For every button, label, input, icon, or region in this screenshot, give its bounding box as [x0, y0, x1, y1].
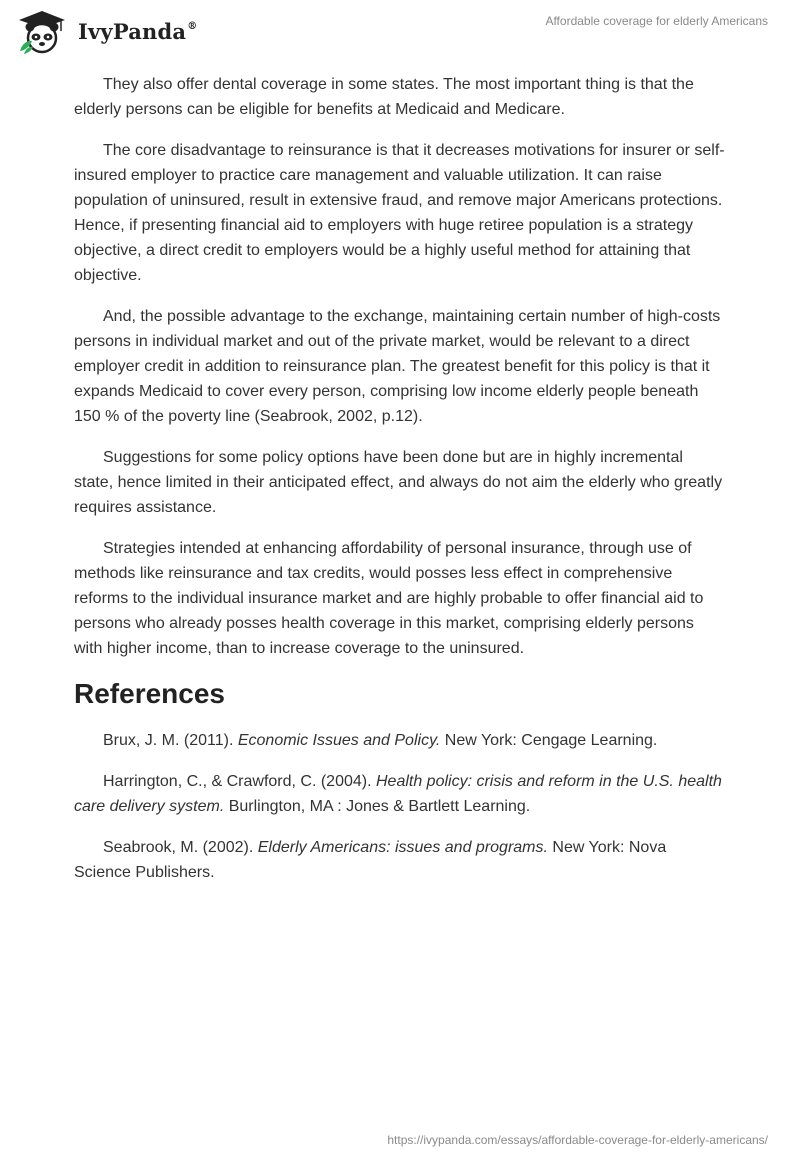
ivypanda-logo-icon[interactable]: [16, 9, 68, 55]
brand-name[interactable]: [78, 19, 197, 44]
reference-publisher: New York: Cengage Learning.: [440, 732, 658, 749]
reference-author: Brux, J. M. (2011).: [103, 732, 238, 749]
page-header: [0, 0, 800, 60]
reference-author: Harrington, C., & Crawford, C. (2004).: [103, 773, 376, 790]
reference-title: Health policy: crisis and reform in the U.S. health care delivery system.: [74, 773, 722, 815]
reference-title: Economic Issues and Policy.: [237, 732, 441, 749]
reference-item: [74, 769, 726, 819]
reference-publisher: New York: Nova Science Publishers.: [74, 839, 667, 881]
reference-item: [74, 728, 726, 753]
source-url-link[interactable]: https://ivypanda.com/essays/affordable-coverage-for-elderly-americans/: [387, 1133, 768, 1147]
paragraph: And, the possible advantage to the exchange, maintaining certain number of high-costs persons in individual market and out of the private market, would be relevant to a direct employer credit in addition to reinsurance plan. The greatest benefit for this policy is that it expands Medicaid to cover every person, comprising low income elderly people beneath 150 % of the poverty line (Seabrook, 2002, p.12).: [74, 308, 721, 425]
document-title: Affordable coverage for elderly Americans: [545, 14, 768, 28]
registered-mark: ®: [187, 21, 198, 32]
reference-item: [74, 835, 726, 885]
paragraph: The core disadvantage to reinsurance is that it decreases motivations for insurer or self-insured employer to practice care management and valuable utilization. It can raise population of uninsured, result in extensive fraud, and remove major Americans protections. Hence, if presenting financial aid to employers with huge retiree population is a strategy objective, a direct credit to employers would be a highly useful method for attaining that objective.: [74, 142, 725, 284]
paragraph: Strategies intended at enhancing affordability of personal insurance, through use of methods like reinsurance and tax credits, would posses less effect in comprehensive reforms to the individual insurance market and are highly probable to offer financial aid to persons who already posses health coverage in this market, comprising elderly persons with higher income, than to increase coverage to the uninsured.: [74, 540, 704, 657]
reference-title: Elderly Americans: issues and programs.: [257, 839, 548, 856]
references-heading: References: [74, 678, 225, 709]
reference-author: Seabrook, M. (2002).: [103, 839, 258, 856]
reference-publisher: Burlington, MA : Jones & Bartlett Learning.: [224, 798, 531, 815]
paragraph: They also offer dental coverage in some states. The most important thing is that the elderly persons can be eligible for benefits at Medicaid and Medicare.: [74, 76, 694, 118]
essay-content: [74, 72, 726, 901]
brand-text: IvyPanda: [78, 19, 187, 44]
paragraph: Suggestions for some policy options have been done but are in highly incremental state, hence limited in their anticipated effect, and always do not aim the elderly who greatly requires assistance.: [74, 449, 723, 516]
